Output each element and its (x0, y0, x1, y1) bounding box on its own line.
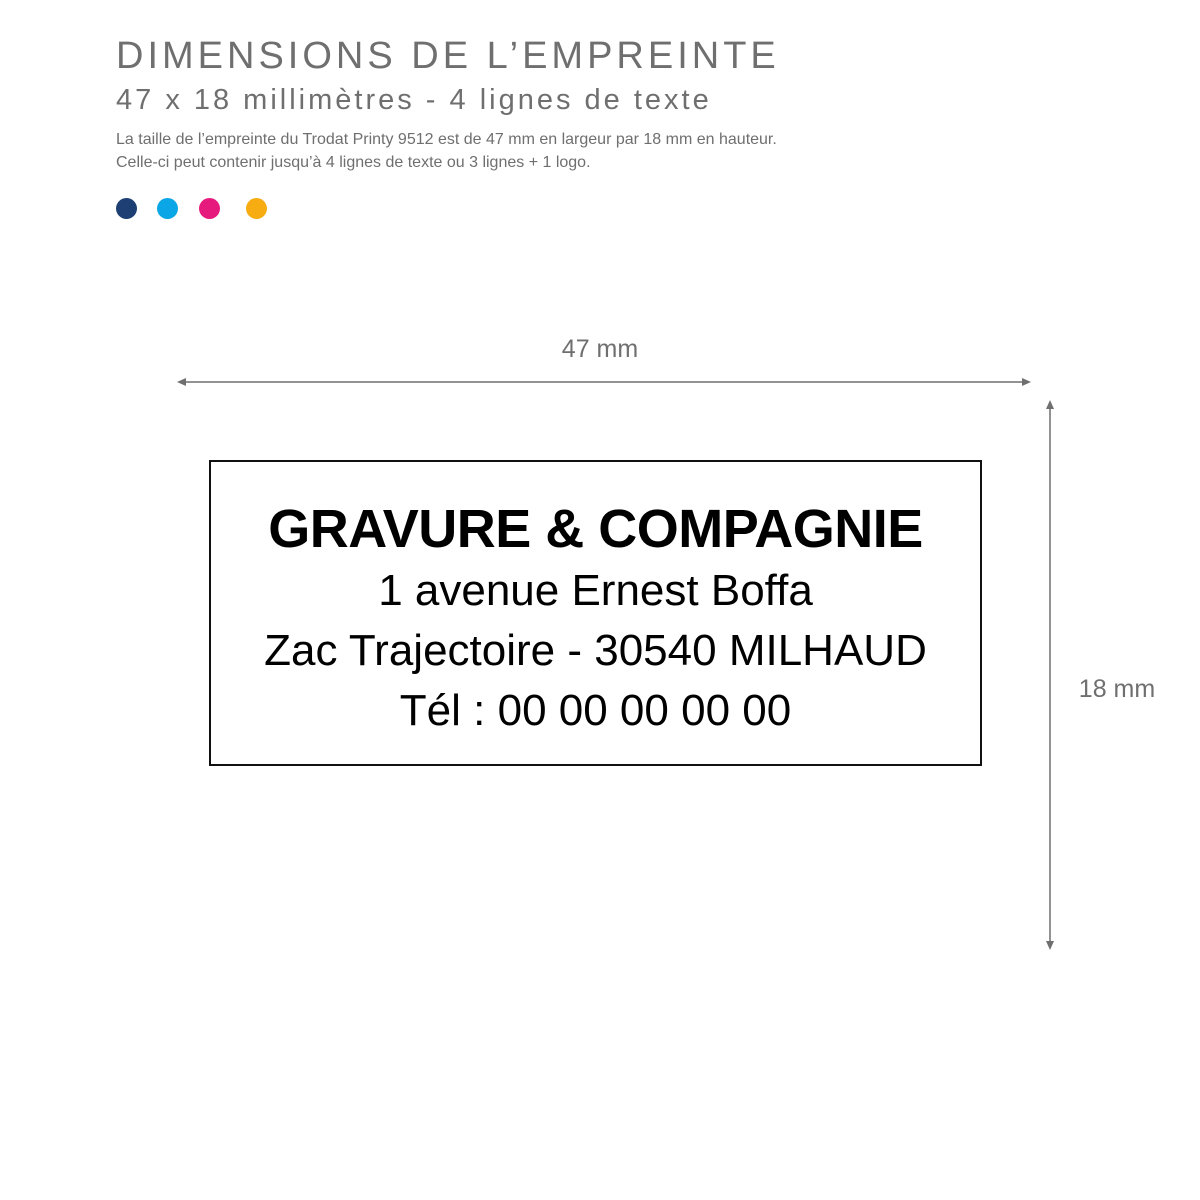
height-arrow-head-top (1046, 400, 1054, 409)
height-dimension-label: 18 mm (1078, 675, 1156, 703)
height-arrow-head-bottom (1046, 941, 1054, 950)
stamp-line-2: 1 avenue Ernest Boffa (378, 566, 813, 615)
stamp-line-3: Zac Trajectoire - 30540 MILHAUD (264, 626, 927, 675)
width-arrow-head-left (177, 378, 186, 386)
width-arrow-head-right (1022, 378, 1031, 386)
page-subtitle: 47 x 18 millimètres - 4 lignes de texte (116, 84, 712, 116)
width-dimension-label: 47 mm (561, 335, 639, 363)
stamp-imprint-preview (209, 460, 982, 766)
page-title: DIMENSIONS DE L’EMPREINTE (116, 35, 780, 77)
stamp-line-4: Tél : 00 00 00 00 00 (399, 686, 792, 735)
description-line-1: La taille de l’empreinte du Trodat Printy 9512 est de 47 mm en largeur par 18 mm en hauteur. (116, 131, 777, 148)
stamp-line-1: GRAVURE & COMPAGNIE (268, 499, 923, 559)
description-line-2: Celle-ci peut contenir jusqu’à 4 lignes de texte ou 3 lignes + 1 logo. (116, 154, 591, 171)
